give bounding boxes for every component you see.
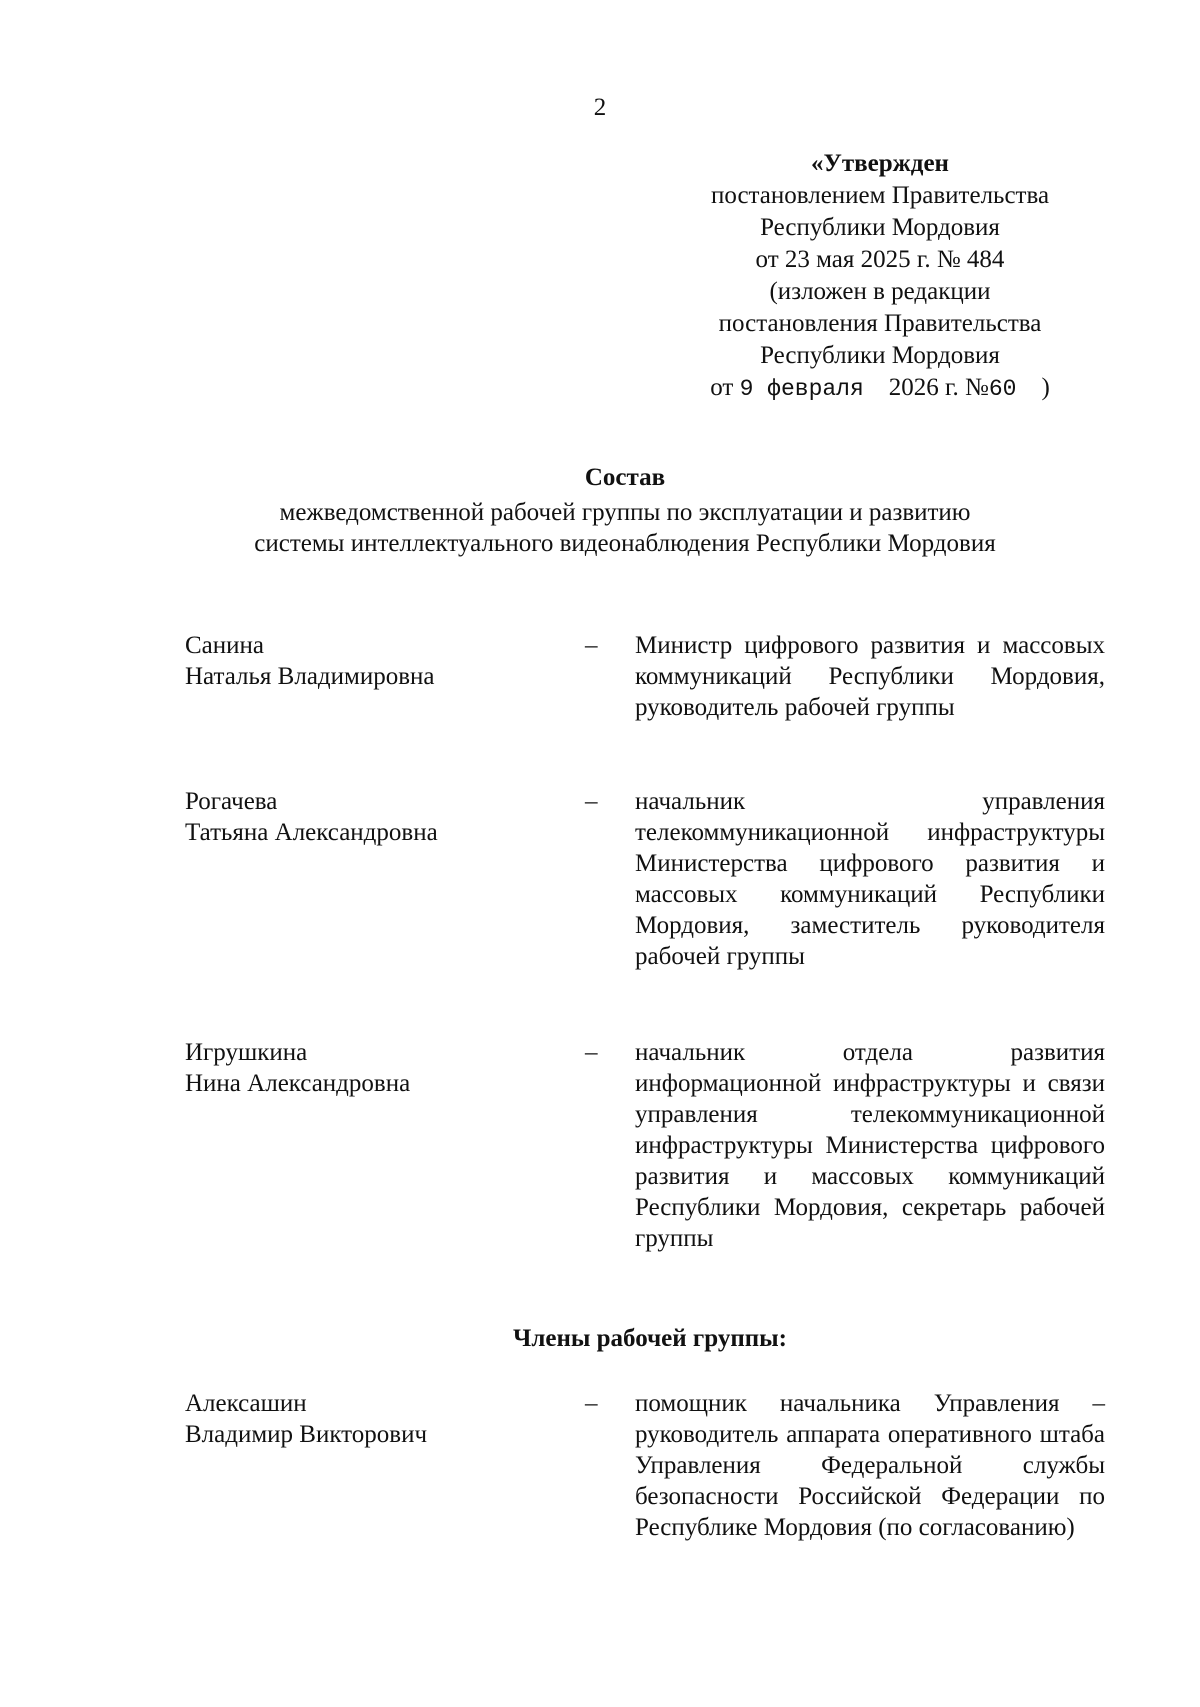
entry-dash: –	[585, 1390, 598, 1417]
approval-date: 9 февраля	[739, 376, 864, 402]
approval-last-suffix: )	[1041, 374, 1050, 401]
person-surname: Санина	[185, 632, 265, 659]
person-surname: Алексашин	[185, 1390, 307, 1417]
person-given-names: Татьяна Александровна	[185, 819, 438, 846]
approval-line: постановлением Правительства	[710, 182, 1050, 209]
entry-dash: –	[585, 632, 598, 659]
approval-line: постановления Правительства	[718, 310, 1042, 337]
approval-line: Республики Мордовия	[760, 214, 1000, 241]
person-given-names: Владимир Викторович	[185, 1421, 428, 1448]
person-name	[185, 786, 545, 848]
approval-last-prefix: от	[710, 374, 734, 401]
approval-block	[670, 148, 1090, 405]
approval-last-line	[670, 372, 1090, 405]
composition-heading: Состав	[584, 464, 666, 491]
composition-subtitle-line: межведомственной рабочей группы по эксплуатации и развитию	[279, 499, 971, 526]
person-name	[185, 1388, 545, 1450]
composition-subtitle-line: системы интеллектуального видеонаблюдения Республики Мордовия	[254, 530, 996, 557]
entry-dash: –	[585, 1039, 598, 1066]
composition-header	[150, 462, 1100, 559]
members-heading: Члены рабочей группы:	[513, 1325, 787, 1352]
person-role: помощник начальника Управления – руководитель аппарата оперативного штаба Управления Федеральной службы безопасности Российской Федерации по Республике Мордовия (по согласованию)	[635, 1390, 1105, 1541]
approval-line: (изложен в редакции	[769, 278, 991, 305]
person-role: Министр цифрового развития и массовых коммуникаций Республики Мордовия, руководитель рабочей группы	[635, 632, 1105, 721]
person-name	[185, 1037, 545, 1099]
approval-year: 2026 г. №	[888, 374, 989, 401]
person-given-names: Наталья Владимировна	[185, 663, 435, 690]
person-role: начальник управления телекоммуникационной инфраструктуры Министерства цифрового развития и массовых коммуникаций Республики Мордовия, заместитель руководителя рабочей группы	[635, 788, 1105, 970]
entry-dash: –	[585, 788, 598, 815]
person-name	[185, 630, 545, 692]
person-given-names: Нина Александровна	[185, 1070, 411, 1097]
approval-title: «Утвержден	[811, 150, 949, 177]
page-number: 2	[593, 94, 607, 121]
approval-number: 60	[988, 376, 1017, 402]
person-surname: Рогачева	[185, 788, 278, 815]
approval-line: Республики Мордовия	[760, 342, 1000, 369]
person-surname: Игрушкина	[185, 1039, 308, 1066]
person-role: начальник отдела развития информационной инфраструктуры и связи управления телекоммуникационной инфраструктуры Министерства цифрового развития и массовых коммуникаций Республики Мордовия, секретарь рабочей группы	[635, 1039, 1105, 1252]
approval-line: от 23 мая 2025 г. № 484	[755, 246, 1005, 273]
